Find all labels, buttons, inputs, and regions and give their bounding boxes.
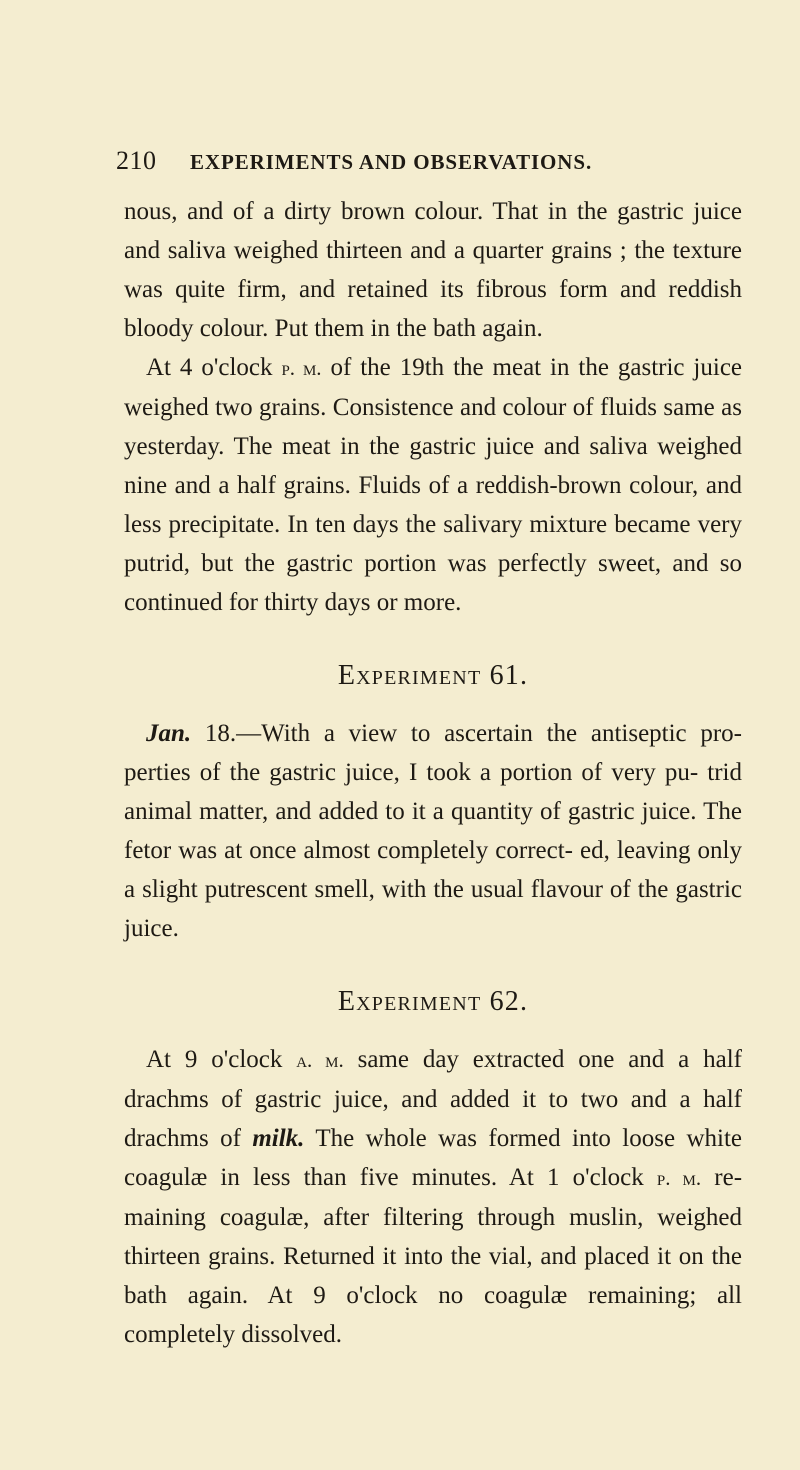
experiment-61-number: 61. [489,660,529,691]
p2-pm: p. m. [281,356,322,380]
paragraph-19th-observation [124,348,742,622]
p3-body: 18.—With a view to ascertain the antiseptic pro- perties of the gastric juice, I took a portion of very pu- trid animal matter, and added to it a quantity of gastric juice. The fetor was at once almost completely correct- ed, leaving only a slight putrescent smell, with the usual flavour of the gastric juice. [124,720,743,942]
experiment-62-heading [124,986,742,1018]
paragraph-experiment-62 [124,1040,742,1354]
p4-pm: p. m. [656,1166,702,1190]
p4-am: a. m. [296,1048,344,1072]
experiment-62-number: 62. [489,986,529,1017]
experiment-61-label: Experiment [337,660,482,691]
p4-body-b: The whole was formed into loose white coagulæ in less than five minutes. At 1 o'clock [124,1125,742,1191]
paragraph-experiment-61 [124,714,742,948]
experiment-62-label: Experiment [337,986,482,1017]
page-header [116,146,742,188]
p4-lead: At 9 o'clock [146,1046,283,1073]
p4-body-c: re- maining coagulæ, after filtering through muslin, weighed thirteen grains. Returned it into the vial, and placed it on the bath again. At 9 o'clock no coagulæ remaining; all completely dissolved. [124,1164,743,1348]
page-number: 210 [116,146,157,175]
body-text [124,192,742,1354]
p4-body-a: same day extracted one and a half drachms of gastric juice, and added it to two and a half drachms of [124,1046,742,1152]
running-head: EXPERIMENTS AND OBSERVATIONS. [190,150,593,174]
experiment-61-heading [124,660,742,692]
p2-lead: At 4 o'clock [146,354,273,381]
p3-date: Jan. [146,720,192,747]
paragraph-continuation: nous, and of a dirty brown colour. That in the gastric juice and saliva weighed thirteen and a quarter grains ; the texture was quite firm, and retained its fibrous form and reddish bloody colour. Put them in the bath again. [124,198,742,342]
p2-body: of the 19th the meat in the gastric juice weighed two grains. Consistence and colour of fluids same as yesterday. The meat in the gastric juice and saliva weighed nine and a half grains. Fluids of a reddish-brown colour, and less precipitate. In ten days the salivary mixture became very putrid, but the gastric portion was perfectly sweet, and so continued for thirty days or more. [124,354,743,616]
p4-milk: milk. [252,1125,305,1152]
